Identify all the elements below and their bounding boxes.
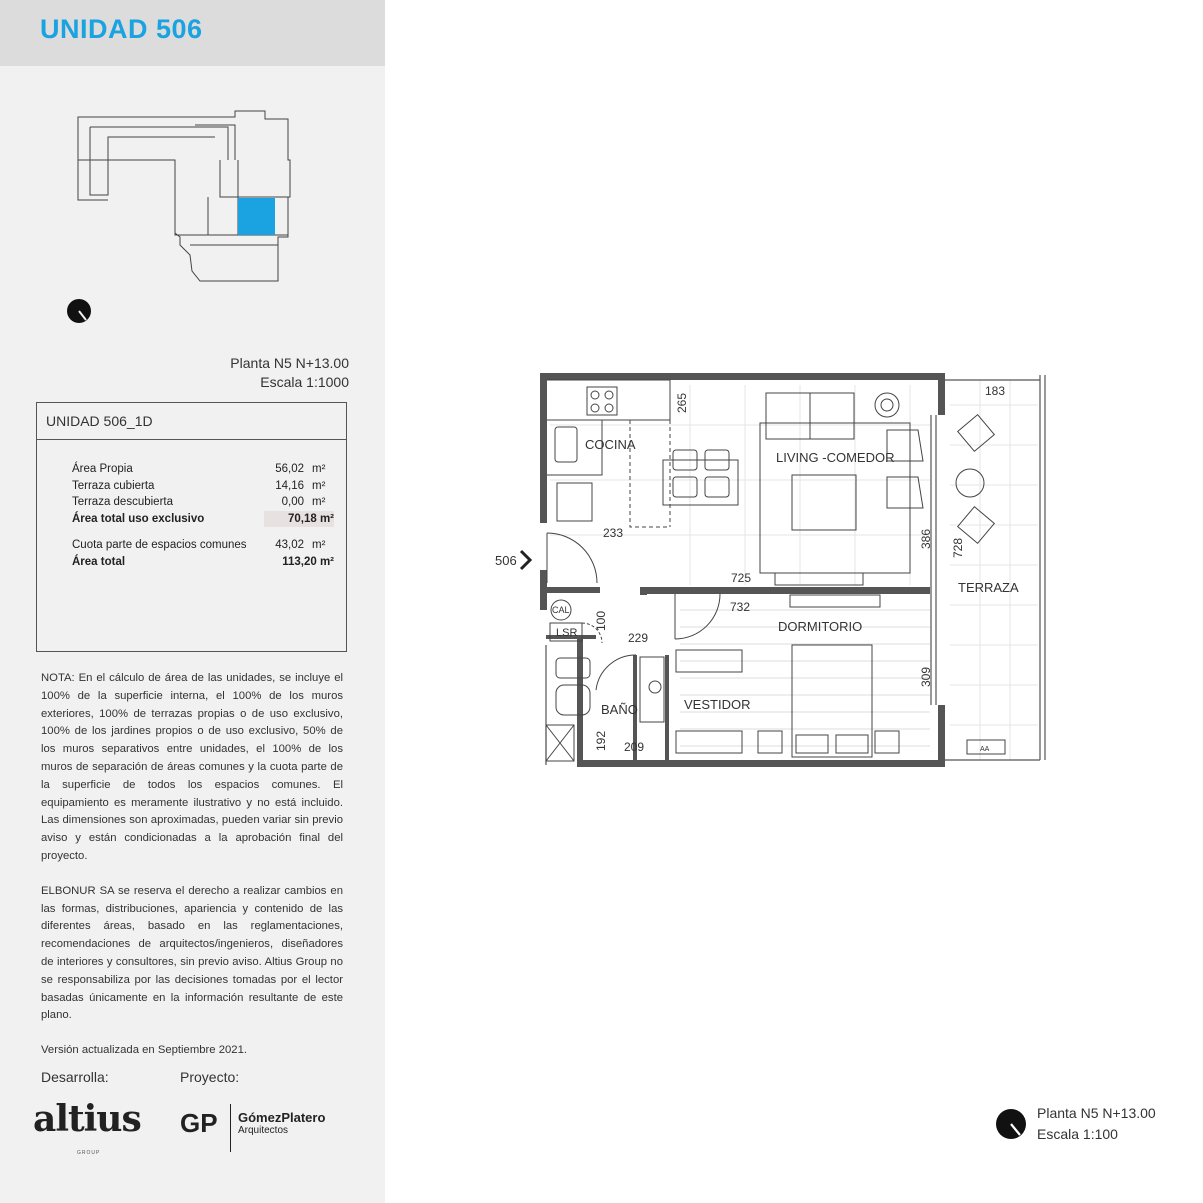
dim-229: 229: [628, 631, 649, 645]
altius-logo: altius: [33, 1098, 141, 1140]
area-total-exclusive-row: Área total uso exclusivo 70,18 m²: [72, 511, 334, 528]
room-terrace: TERRAZA: [958, 580, 1019, 595]
dim-209: 209: [624, 740, 645, 754]
keyplan-level: Planta N5 N+13.00: [230, 355, 349, 371]
floor-plan: [490, 365, 1070, 775]
title-bar: [0, 0, 385, 66]
dim-732: 732: [730, 600, 751, 614]
plan-scale-value: Escala 1:100: [1037, 1126, 1118, 1142]
entrance-arrow-icon: [521, 551, 530, 569]
dim-233: 233: [603, 526, 624, 540]
bedroom-door: [675, 594, 720, 639]
disclaimer-notes: [41, 670, 343, 1077]
north-arrow-icon: [66, 298, 92, 324]
entrance-door: [547, 533, 597, 583]
room-living: LIVING -COMEDOR: [776, 450, 895, 465]
project-label: Proyecto:: [180, 1069, 240, 1085]
note-paragraph: NOTA: En el cálculo de área de las unidades, se incluye el 100% de la superficie interna, el 100% de los muros exteriores, 100% de terrazas propias o de uso exclusivo, 100% de los jardines propios o de uso exclusivo, 50% de los muros separativos entre unidades, el 100% de los muros de separación de áreas comunes y la cuota parte de la superficie de todos los espacios comunes. El equipamiento es meramente ilustrativo y no está incluido. Las dimensiones son aproximadas, pueden variar sin previo aviso y están condicionadas a la aprobación final del proyecto.: [41, 672, 343, 862]
area-total-row: Área total 113,20 m²: [72, 555, 334, 568]
altius-logo-sub: GROUP: [77, 1150, 101, 1156]
fixture-cal: CAL: [552, 605, 570, 615]
gp-logo-sub: Arquitectos: [238, 1125, 289, 1136]
fixture-aa: AA: [980, 746, 990, 753]
gp-logo-divider: [230, 1104, 231, 1152]
gp-logo-name: GómezPlatero: [238, 1110, 326, 1125]
dim-183: 183: [985, 384, 1006, 398]
area-table: [36, 402, 347, 652]
version-note: Versión actualizada en Septiembre 2021.: [41, 1044, 247, 1057]
unit-marker: 506: [495, 553, 517, 568]
north-arrow-icon: [995, 1108, 1027, 1140]
developer-label: Desarrolla:: [41, 1069, 109, 1085]
area-row: Área Propia 56,02 m²: [72, 463, 326, 475]
fixture-lsr: LSR: [556, 627, 578, 639]
gp-logo: GP: [180, 1108, 218, 1138]
dim-725: 725: [731, 571, 752, 585]
page-title: UNIDAD 506: [40, 14, 203, 44]
room-kitchen: COCINA: [585, 437, 636, 452]
plan-scale: [1037, 1103, 1156, 1145]
keyplan-scale: [149, 354, 349, 392]
info-sidebar: [0, 0, 385, 1203]
dim-309: 309: [919, 666, 933, 687]
plan-level: Planta N5 N+13.00: [1037, 1105, 1156, 1121]
dim-728: 728: [951, 537, 965, 558]
unit-highlight: [238, 198, 275, 235]
room-closet: VESTIDOR: [684, 697, 751, 712]
key-plan: [60, 105, 300, 290]
dim-192: 192: [594, 730, 608, 751]
area-table-heading: UNIDAD 506_1D: [37, 403, 346, 440]
terrace-floor: [950, 380, 1038, 760]
area-row: Terraza cubierta 14,16 m²: [72, 479, 326, 492]
kitchen-counter: [547, 380, 670, 527]
dim-100: 100: [594, 610, 608, 631]
area-row: Cuota parte de espacios comunes 43,02 m²: [72, 539, 326, 551]
keyplan-scale-value: Escala 1:1000: [260, 374, 349, 390]
dining-table: [663, 450, 738, 505]
area-row: Terraza descubierta 0,00 m²: [72, 496, 326, 508]
note-paragraph: ELBONUR SA se reserva el derecho a realizar cambios en las formas, distribuciones, apariencia y contenido de las diferentes áreas, basado en las reglamentaciones, recomendaciones de arquitectos/ingenieros, diseñadores de interiores y consultores, sin previo aviso. Altius Group no se responsabiliza por las decisiones tomadas por el lector basadas únicamente en la información resultante de este plano.: [41, 884, 343, 1022]
room-bath: BAÑO: [601, 702, 638, 717]
room-bedroom: DORMITORIO: [778, 619, 863, 634]
dim-386: 386: [919, 528, 933, 549]
dim-265: 265: [675, 392, 689, 413]
